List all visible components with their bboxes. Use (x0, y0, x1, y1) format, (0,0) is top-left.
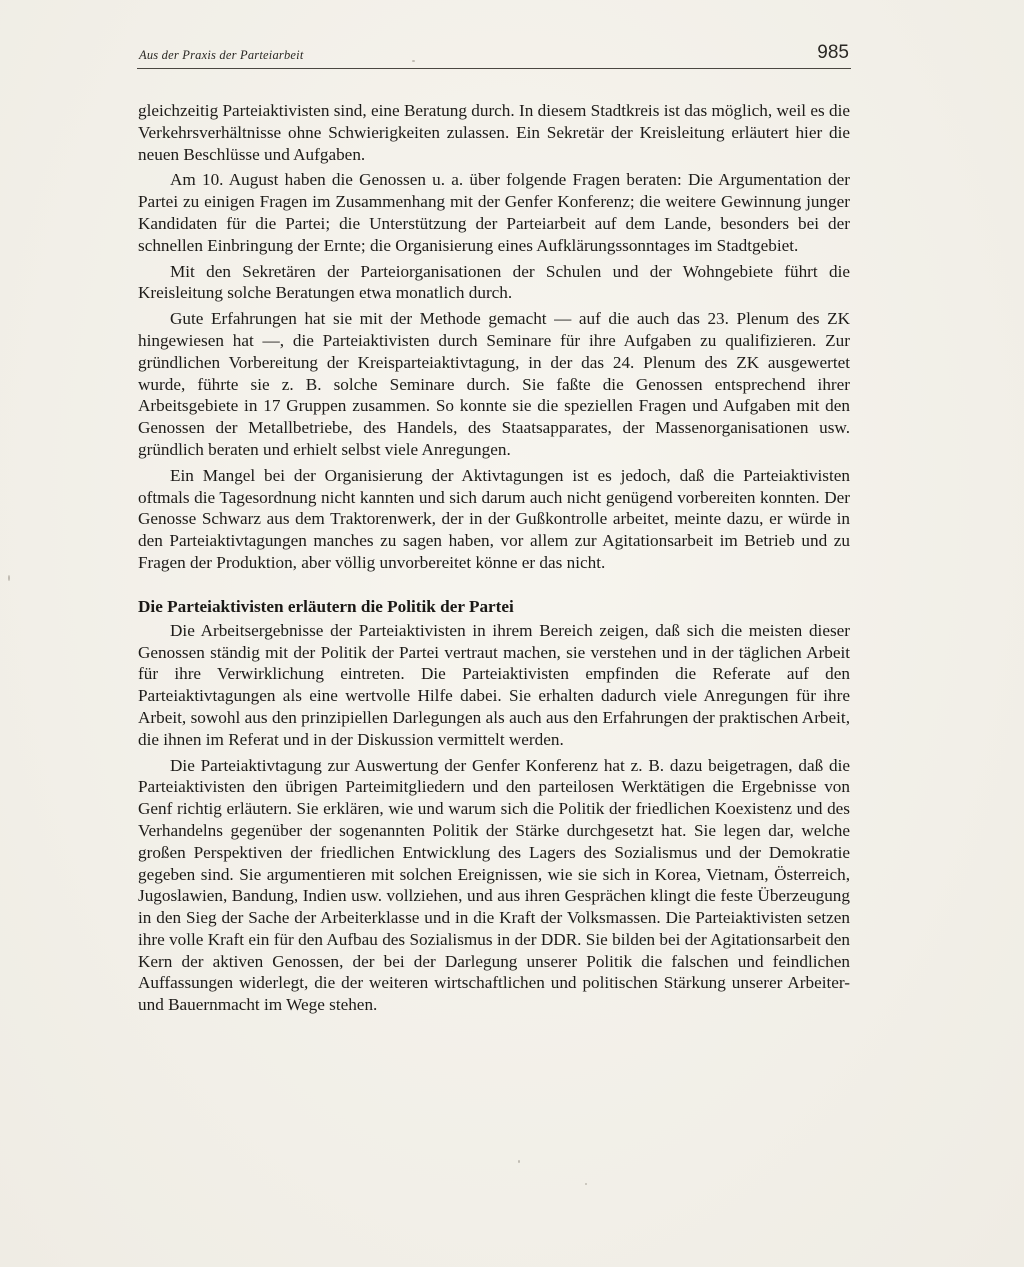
page-number: 985 (817, 42, 849, 63)
paragraph-4: Gute Erfahrungen hat sie mit der Methode gemacht — auf die auch das 23. Plenum des ZK hingewiesen hat —, die Parteiaktivisten durch Seminare für ihre Aufgaben zu qualifizieren. Zur gründlichen Vorbereitung der Kreisparteiaktivtagung, in der das 24. Plenum des ZK ausgewertet wurde, führte sie z. B. solche Seminare durch. Sie faßte die Genossen entsprechend ihrer Arbeitsgebiete in 17 Gruppen zusammen. So konnte sie die speziellen Fragen und Aufgaben mit den Genossen der Metallbetriebe, des Handels, des Staatsapparates, der Massenorganisationen usw. gründlich beraten und erhielt selbst viele Anregungen. (138, 309, 850, 459)
page-header (137, 44, 851, 69)
print-speck (585, 1183, 587, 1185)
paragraph-1: gleichzeitig Parteiaktivisten sind, eine Beratung durch. In diesem Stadtkreis ist das möglich, weil es die Verkehrsverhältnisse ohne Schwierigkeiten zulassen. Ein Sekretär der Kreisleitung erläutert hier die neuen Beschlüsse und Aufgaben. (138, 101, 850, 164)
paragraph-3: Mit den Sekretären der Parteiorganisationen der Schulen und der Wohngebiete führt die Kreisleitung solche Beratungen etwa monatlich durch. (138, 261, 850, 303)
paragraph-7: Die Parteiaktivtagung zur Auswertung der Genfer Konferenz hat z. B. dazu beigetragen, daß die Parteiaktivisten den übrigen Parteimitgliedern und den parteilosen Werktätigen die Ergebnisse von Genf richtig erläutern. Sie erklären, wie und warum sich die Politik der friedlichen Koexistenz und des Verhandelns gegenüber der sogenannten Politik der Stärke durchgesetzt hat. Sie legen dar, welche großen Perspektiven der friedlichen Entwicklung des Lagers des Sozialismus und der Demokratie gegeben sind. Sie argumentieren mit solchen Ereignissen, wie sie sich in Korea, Vietnam, Österreich, Jugoslawien, Bandung, Indien usw. vollziehen, und aus ihren Gesprächen klingt die feste Überzeugung in den Sieg der Sache der Arbeiterklasse und in die Kraft der Volksmassen. Die Parteiaktivisten setzen ihre volle Kraft ein für den Aufbau des Sozialismus in der DDR. Sie bilden bei der Agitationsarbeit den Kern der aktiven Genossen, der bei der Darlegung unserer Politik die falschen und feindlichen Auffassungen widerlegt, die der weiteren wirtschaftlichen und politischen Stärkung unserer Arbeiter- und Bauernmacht im Wege stehen. (138, 755, 850, 1015)
paragraph-6: Die Arbeitsergebnisse der Parteiaktivisten in ihrem Bereich zeigen, daß sich die meisten dieser Genossen ständig mit der Politik der Partei vertraut machen, sie verstehen und in der täglichen Arbeit für ihre Verwirklichung eintreten. Die Parteiaktivisten empfinden die Referate auf den Parteiaktivtagungen als eine wertvolle Hilfe dabei. Sie erhalten dadurch viele Anregungen für ihre Arbeit, sowohl aus den prinzipiellen Darlegungen als auch aus den Erfahrungen der praktischen Arbeit, die ihnen im Referat und in der Diskussion vermittelt werden. (138, 620, 850, 749)
article-body (138, 100, 850, 1020)
paragraph-2: Am 10. August haben die Genossen u. a. über folgende Fragen beraten: Die Argumentation der Partei zu einigen Fragen im Zusammenhang mit der Genfer Konferenz; die weitere Gewinnung junger Kandidaten für die Partei; die Unterstützung der Parteiarbeit auf dem Lande, besonders bei der schnellen Einbringung der Ernte; die Organisierung eines Aufklärungssonntages im Stadtgebiet. (138, 170, 850, 255)
print-speck (518, 1160, 520, 1163)
running-head: Aus der Praxis der Parteiarbeit (139, 48, 304, 62)
print-speck (8, 575, 10, 581)
section-heading: Die Parteiaktivisten erläutern die Politik der Partei (138, 596, 514, 616)
paragraph-5: Ein Mangel bei der Organisierung der Aktivtagungen ist es jedoch, daß die Parteiaktivisten oftmals die Tagesordnung nicht kannten und sich darum auch nicht genügend vorbereiten konnten. Der Genosse Schwarz aus dem Traktorenwerk, der in der Gußkontrolle arbeitet, meinte dazu, er würde in den Parteiaktivtagungen manches zu sagen haben, vor allem zur Agitationsarbeit im Betrieb und zu Fragen der Produktion, aber völlig unvorbereitet könne er das nicht. (138, 465, 850, 572)
